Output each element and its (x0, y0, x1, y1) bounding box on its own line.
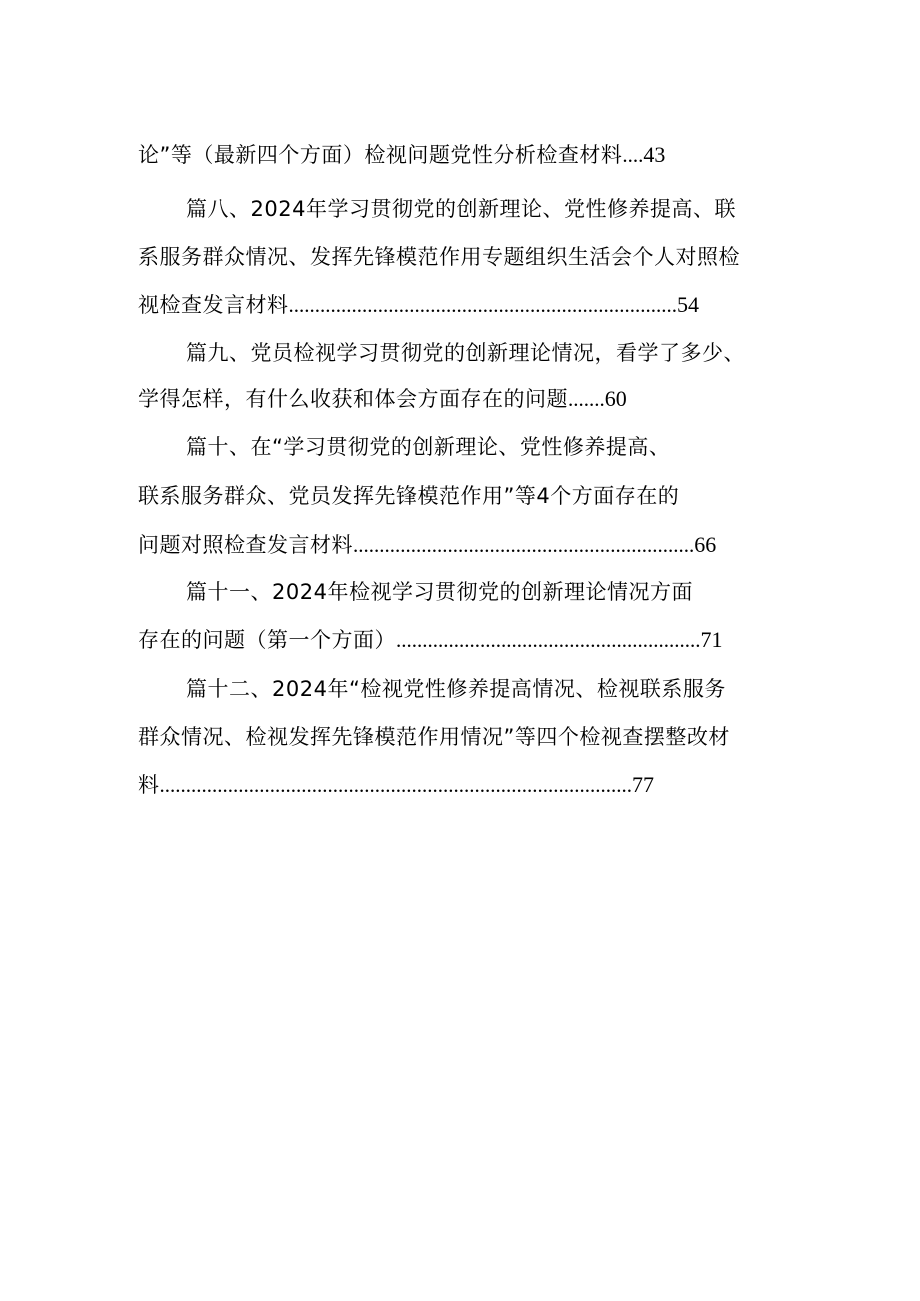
toc-entry-text: 问题对照检查发言材料 (138, 533, 353, 557)
page-number: 66 (694, 532, 717, 557)
leader-dots: .... (622, 143, 644, 167)
toc-entry-2-line-3 (138, 290, 699, 320)
toc-entry-text: 存在的问题（第一个方面） (138, 628, 396, 652)
toc-entry-text: 篇十二、2024年“检视党性修养提高情况、检视联系服务 (186, 677, 726, 701)
toc-entry-4-line-2 (138, 481, 679, 511)
page-number: 54 (677, 292, 699, 317)
toc-entry-6-line-3 (138, 770, 654, 800)
toc-entry-6-line-2 (138, 722, 730, 752)
leader-dots: ................................................................. (353, 533, 695, 557)
toc-entry-2-line-1 (186, 194, 736, 224)
toc-entry-text: 篇十一、2024年检视学习贯彻党的创新理论情况方面 (186, 580, 693, 604)
toc-entry-3-line-1 (186, 338, 745, 368)
toc-entry-3-line-2 (138, 384, 627, 414)
toc-entry-text: 学得怎样，有什么收获和体会方面存在的问题 (138, 387, 568, 411)
leader-dots: ....... (568, 387, 605, 411)
toc-entry-text: 料 (138, 773, 160, 797)
toc-entry-text: 论”等（最新四个方面）检视问题党性分析检查材料 (138, 143, 623, 167)
page-number: 60 (604, 386, 627, 411)
toc-entry-2-line-2 (138, 242, 740, 272)
page-number: 77 (632, 772, 654, 797)
toc-entry-4-line-1 (186, 432, 670, 462)
leader-dots: .......................................................................... (288, 293, 677, 317)
toc-entry-text: 篇十、在“学习贯彻党的创新理论、党性修养提高、 (186, 435, 671, 459)
leader-dots: .......................................................................................... (159, 773, 632, 797)
toc-entry-4-line-3 (138, 530, 716, 560)
leader-dots: .......................................................... (396, 628, 701, 652)
toc-entry-6-line-1 (186, 674, 726, 704)
toc-entry-1-line-1 (138, 140, 665, 170)
toc-entry-text: 篇九、党员检视学习贯彻党的创新理论情况，看学了多少、 (186, 341, 745, 365)
toc-entry-text: 联系服务群众、党员发挥先锋模范作用”等4个方面存在的 (138, 484, 680, 508)
toc-entry-5-line-2 (138, 625, 723, 655)
toc-entry-text: 视检查发言材料 (138, 293, 289, 317)
toc-entry-text: 篇八、2024年学习贯彻党的创新理论、党性修养提高、联 (186, 197, 736, 221)
page-number: 71 (700, 627, 723, 652)
toc-entry-5-line-1 (186, 577, 693, 607)
toc-entry-text: 群众情况、检视发挥先锋模范作用情况”等四个检视查摆整改材 (138, 725, 730, 749)
page-number: 43 (643, 142, 666, 167)
toc-entry-text: 系服务群众情况、发挥先锋模范作用专题组织生活会个人对照检 (138, 245, 740, 269)
